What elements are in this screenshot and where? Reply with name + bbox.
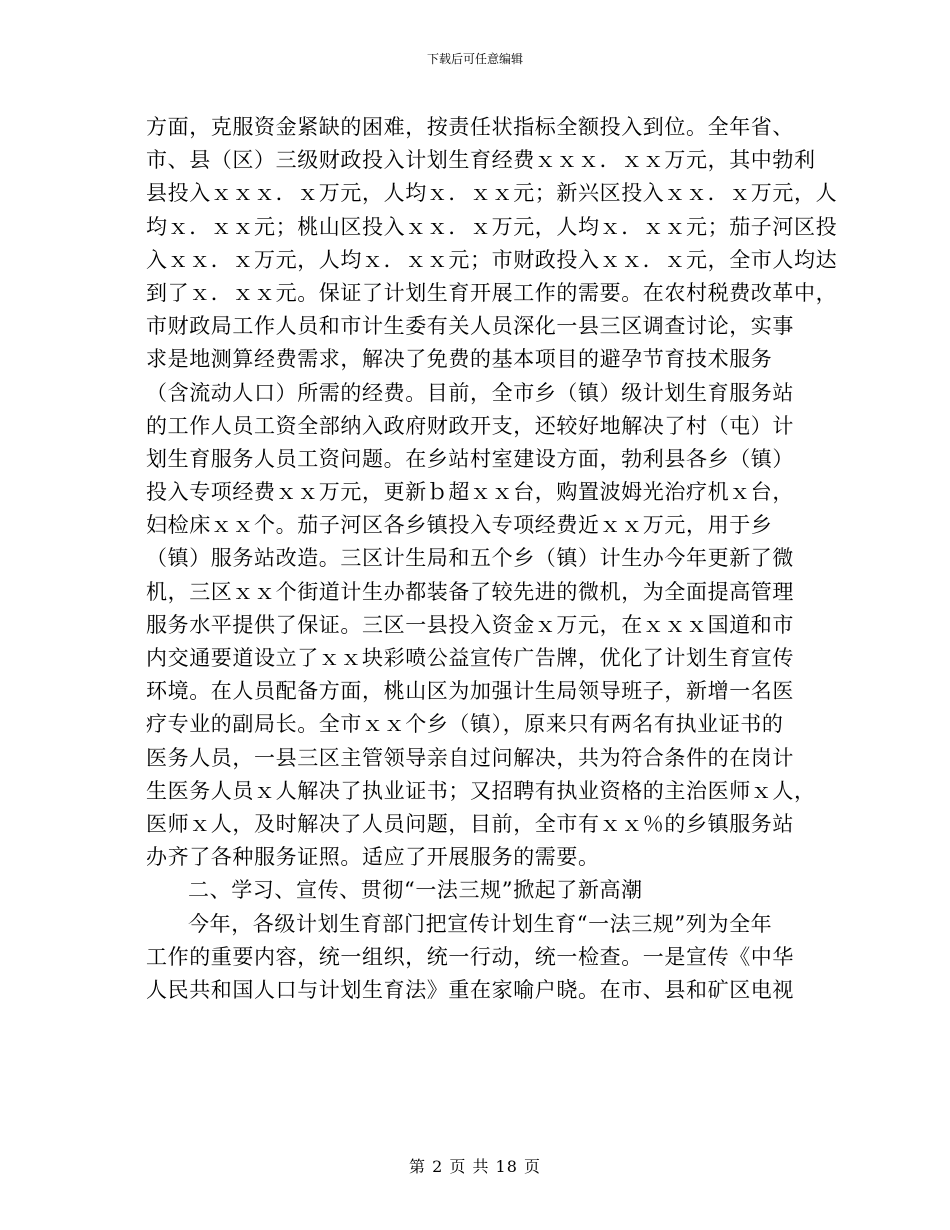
text-line: 到了ｘ．ｘｘ元。保证了计划生育开展工作的需要。在农村税费改革中， xyxy=(146,280,838,305)
text-line: 二、学习、宣传、贯彻“一法三规”掀起了新高潮 xyxy=(188,878,643,903)
text-line: 办齐了各种服务证照。适应了开展服务的需要。 xyxy=(146,845,600,870)
text-line: 工作的重要内容，统一组织，统一行动，统一检查。一是宣传《中华 xyxy=(146,944,794,969)
text-line: 划生育服务人员工资问题。在乡站村室建设方面，勃利县各乡（镇） xyxy=(146,446,794,471)
text-line: 内交通要道设立了ｘｘ块彩喷公益宣传广告牌，优化了计划生育宣传 xyxy=(146,646,794,670)
text-line: 生医务人员ｘ人解决了执业证书；又招聘有执业资格的主治医师ｘ人， xyxy=(146,778,816,803)
text-line: 的工作人员工资全部纳入政府财政开支，还较好地解决了村（屯）计 xyxy=(146,413,794,438)
text-line: 入ｘｘ．ｘ万元，人均ｘ．ｘｘ元；市财政投入ｘｘ．ｘ元，全市人均达 xyxy=(146,247,838,272)
document-body xyxy=(146,111,838,1007)
text-line: 人民共和国人口与计划生育法》重在家喻户晓。在市、县和矿区电视 xyxy=(146,977,794,1002)
text-line: （镇）服务站改造。三区计生局和五个乡（镇）计生办今年更新了微 xyxy=(146,546,794,571)
text-line: 疗专业的副局长。全市ｘｘ个乡（镇），原来只有两名有执业证书的 xyxy=(146,712,784,737)
text-line: 均ｘ．ｘｘ元；桃山区投入ｘｘ．ｘ万元，人均ｘ．ｘｘ元；茄子河区投 xyxy=(146,214,838,239)
text-line: 市财政局工作人员和市计生委有关人员深化一县三区调查讨论，实事 xyxy=(146,314,794,339)
text-line: 医师ｘ人，及时解决了人员问题，目前，全市有ｘｘ％的乡镇服务站 xyxy=(146,811,794,836)
text-line: 今年，各级计划生育部门把宣传计划生育“一法三规”列为全年 xyxy=(188,911,773,936)
page-header: 下载后可任意编辑 xyxy=(426,52,523,66)
text-line: 医务人员，一县三区主管领导亲自过问解决，共为符合条件的在岗计 xyxy=(146,745,794,770)
text-line: 求是地测算经费需求，解决了免费的基本项目的避孕节育技术服务 xyxy=(146,347,773,372)
text-line: 环境。在人员配备方面，桃山区为加强计生局领导班子，新增一名医 xyxy=(146,679,794,704)
text-line: 县投入ｘｘｘ．ｘ万元，人均ｘ．ｘｘ元；新兴区投入ｘｘ．ｘ万元，人 xyxy=(146,181,838,206)
text-line: 投入专项经费ｘｘ万元，更新ｂ超ｘｘ台，购置波姆光治疗机ｘ台， xyxy=(146,480,794,505)
text-line: 方面，克服资金紧缺的困难，按责任状指标全额投入到位。全年省、 xyxy=(146,115,794,139)
text-line: 市、县（区）三级财政投入计划生育经费ｘｘｘ．ｘｘ万元，其中勃利 xyxy=(146,148,816,173)
page-footer: 第 2 页 共 18 页 xyxy=(409,1157,541,1176)
text-line: 妇检床ｘｘ个。茄子河区各乡镇投入专项经费近ｘｘ万元，用于乡 xyxy=(146,513,773,538)
text-line: 服务水平提供了保证。三区一县投入资金ｘ万元，在ｘｘｘ国道和市 xyxy=(146,612,794,637)
text-line: （含流动人口）所需的经费。目前，全市乡（镇）级计划生育服务站 xyxy=(146,380,794,405)
text-line: 机，三区ｘｘ个街道计生办都装备了较先进的微机，为全面提高管理 xyxy=(146,579,794,604)
